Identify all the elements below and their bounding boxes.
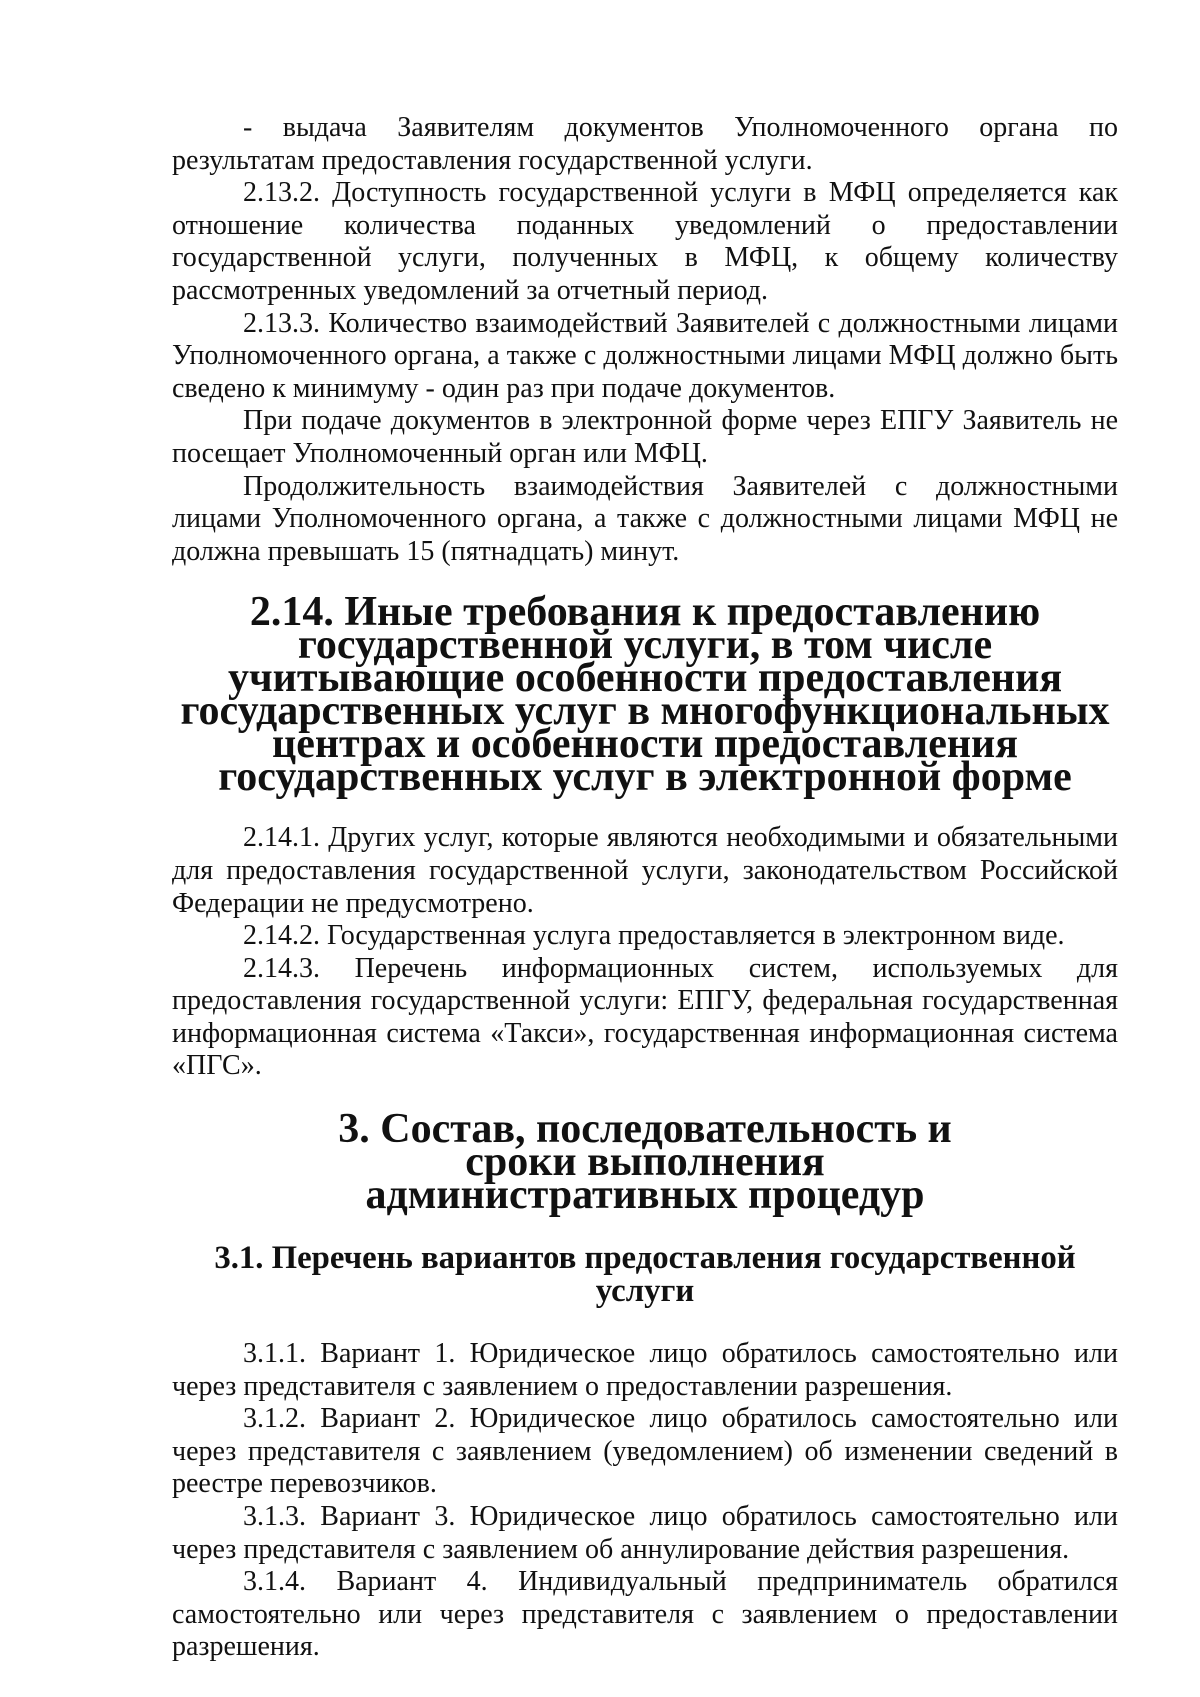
paragraph-2-14-1: 2.14.1. Других услуг, которые являются необходимыми и обязательными для предоставления государственной услуги, законодательством Российской Федерации не предусмотрено. — [172, 822, 1118, 919]
paragraph-issuance-bullet: - выдача Заявителям документов Уполномоченного органа по результатам предоставления государственной услуги. — [172, 112, 1118, 176]
paragraph-2-14-2: 2.14.2. Государственная услуга предоставляется в электронном виде. — [243, 920, 1065, 952]
paragraph-3-1-4: 3.1.4. Вариант 4. Индивидуальный предприниматель обратился самостоятельно или через представителя с заявлением о предоставлении разрешения. — [172, 1566, 1118, 1663]
section-heading-3: 3. Состав, последовательность и сроки выполнения административных процедур — [338, 1106, 952, 1219]
paragraph-3-1-1: 3.1.1. Вариант 1. Юридическое лицо обратилось самостоятельно или через представителя с заявлением о предоставлении разрешения. — [172, 1338, 1118, 1402]
section-heading-2-14: 2.14. Иные требования к предоставлению государственной услуги, в том числе учитывающие особенности предоставления государственных услуг в многофункциональных центрах и особенности предоставления государственных услуг в электронной форме — [180, 589, 1110, 801]
paragraph-epgu-submission: При подаче документов в электронной форме через ЕПГУ Заявитель не посещает Уполномоченный орган или МФЦ. — [172, 405, 1118, 469]
paragraph-2-13-3: 2.13.3. Количество взаимодействий Заявителей с должностными лицами Уполномоченного органа, а также с должностными лицами МФЦ должно быть сведено к минимуму - один раз при подаче документов. — [172, 307, 1118, 404]
paragraph-3-1-3: 3.1.3. Вариант 3. Юридическое лицо обратилось самостоятельно или через представителя с заявлением об аннулирование действия разрешения. — [172, 1501, 1118, 1565]
document-page — [172, 112, 1118, 1664]
paragraph-interaction-duration: Продолжительность взаимодействия Заявителей с должностными лицами Уполномоченного органа, а также с должностными лицами МФЦ не должна превышать 15 (пятнадцать) минут. — [172, 470, 1118, 567]
paragraph-2-13-2: 2.13.2. Доступность государственной услуги в МФЦ определяется как отношение количества поданных уведомлений о предоставлении государственной услуги, полученных в МФЦ, к общему количеству рассмотренных уведомлений за отчетный период. — [172, 177, 1118, 306]
paragraph-2-14-3: 2.14.3. Перечень информационных систем, используемых для предоставления государственной услуги: ЕПГУ, федеральная государственная информационная система «Такси», государственная информационная система «ПГС». — [172, 952, 1118, 1082]
paragraph-3-1-2: 3.1.2. Вариант 2. Юридическое лицо обратилось самостоятельно или через представителя с заявлением (уведомлением) об изменении сведений в реестре перевозчиков. — [172, 1403, 1118, 1500]
section-heading-3-1: 3.1. Перечень вариантов предоставления государственной услуги — [214, 1240, 1076, 1310]
spacer — [172, 1308, 1118, 1338]
